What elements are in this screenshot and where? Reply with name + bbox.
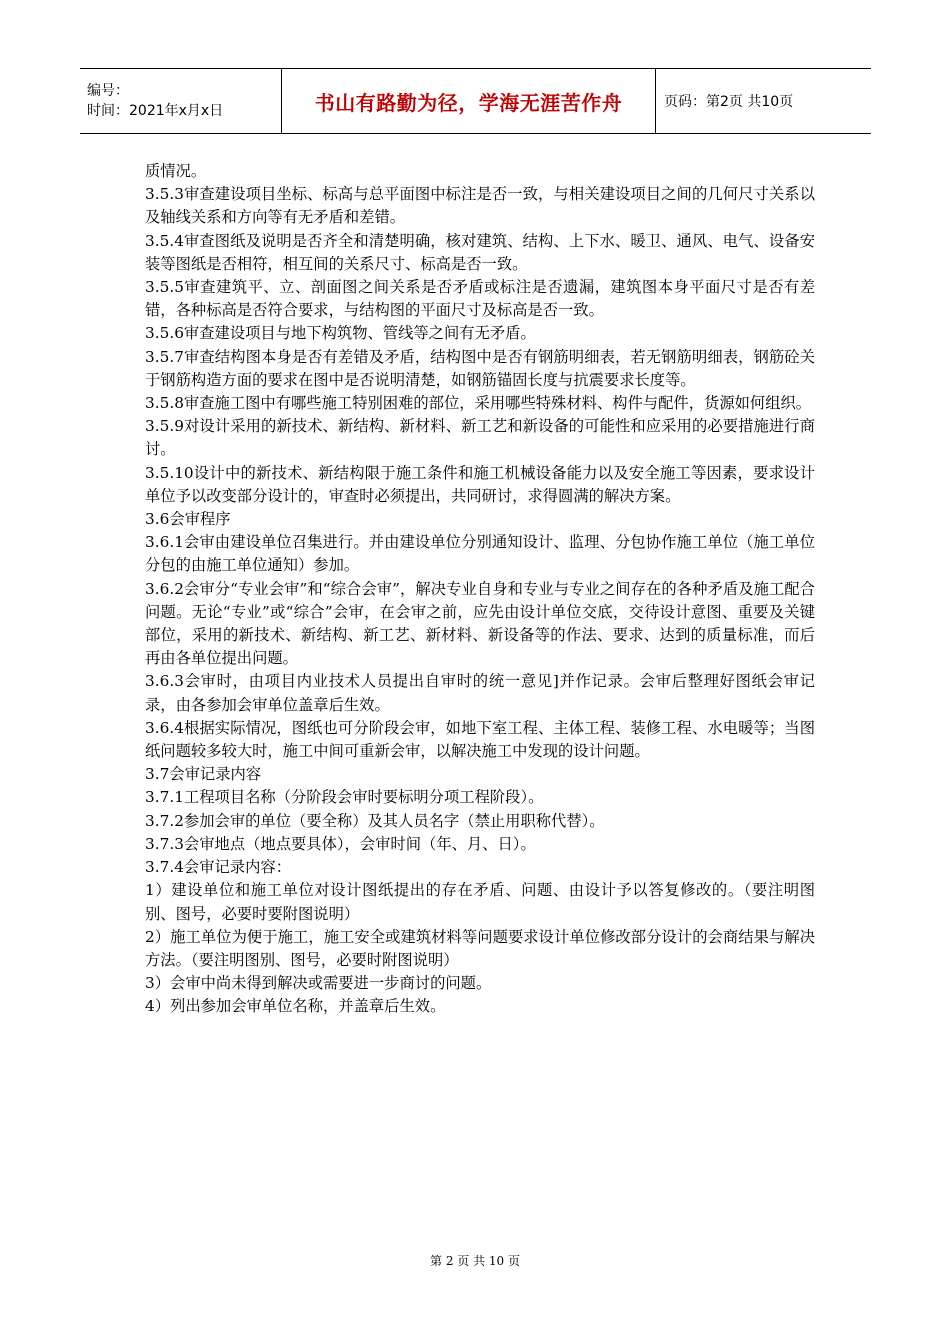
body-paragraph: 3.6.4根据实际情况，图纸也可分阶段会审，如地下室工程、主体工程、装修工程、水电暖等；当图纸问题较多较大时，施工中间可重新会审，以解决施工中发现的设计问题。 xyxy=(145,718,815,761)
header-page-cell xyxy=(656,69,872,134)
body-paragraph: 3.7.1工程项目名称（分阶段会审时要标明分项工程阶段）。 xyxy=(145,788,544,807)
page-header xyxy=(80,68,871,134)
list-item: 4）列出参加会审单位名称，并盖章后生效。 xyxy=(145,997,446,1016)
body-paragraph: 3.5.3审查建设项目坐标、标高与总平面图中标注是否一致，与相关建设项目之间的几何尺寸关系以及轴线关系和方向等有无矛盾和差错。 xyxy=(145,185,815,227)
body-paragraph: 质情况。 xyxy=(145,162,207,180)
list-item: 1）建设单位和施工单位对设计图纸提出的存在矛盾、问题、由设计予以答复修改的。（要注明图别、图号，必要时要附图说明） xyxy=(145,881,815,923)
document-body xyxy=(145,160,815,1019)
section-heading: 3.7会审记录内容 xyxy=(145,765,262,784)
body-paragraph: 3.5.4审查图纸及说明是否齐全和清楚明确，核对建筑、结构、上下水、暖卫、通风、电气、设备安装等图纸是否相符，相互间的关系尺寸、标高是否一致。 xyxy=(145,231,815,273)
body-paragraph: 3.5.8审查施工图中有哪些施工特别困难的部位，采用哪些特殊材料、构件与配件，货源如何组织。 xyxy=(145,394,812,413)
body-paragraph: 3.7.3会审地点（地点要具体），会审时间（年、月、日）。 xyxy=(145,834,536,853)
body-paragraph: 3.5.5审查建筑平、立、剖面图之间关系是否矛盾或标注是否遗漏，建筑图本身平面尺寸是否有差错，各种标高是否符合要求，与结构图的平面尺寸及标高是否一致。 xyxy=(145,278,815,320)
body-paragraph: 3.5.6审查建设项目与地下构筑物、管线等之间有无矛盾。 xyxy=(145,324,536,343)
header-info-cell xyxy=(80,69,282,134)
body-paragraph: 3.5.7审查结构图本身是否有差错及矛盾，结构图中是否有钢筋明细表，若无钢筋明细表，钢筋砼关于钢筋构造方面的要求在图中是否说明清楚，如钢筋锚固长度与抗震要求长度等。 xyxy=(145,347,815,389)
body-paragraph: 3.6.1会审由建设单位召集进行。并由建设单位分别通知设计、监理、分包协作施工单位（施工单位分包的由施工单位通知）参加。 xyxy=(145,533,815,575)
document-time-label: 时间：2021年x月x日 xyxy=(87,103,224,119)
list-item: 3）会审中尚未得到解决或需要进一步商讨的问题。 xyxy=(145,974,492,993)
page-footer: 第 2 页 共 10 页 xyxy=(430,1254,520,1268)
body-paragraph: 3.5.9对设计采用的新技术、新结构、新材料、新工艺和新设备的可能性和应采用的必要措施进行商讨。 xyxy=(145,417,815,459)
header-motto-cell xyxy=(282,69,656,134)
body-paragraph: 3.7.2参加会审的单位（要全称）及其人员名字（禁止用职称代替）。 xyxy=(145,811,605,830)
header-motto: 书山有路勤为径，学海无涯苦作舟 xyxy=(314,90,623,115)
body-paragraph: 3.6.3会审时，由项目内业技术人员提出自审时的统一意见]并作记录。会审后整理好图纸会审记录，由各参加会审单位盖章后生效。 xyxy=(145,672,815,714)
section-heading: 3.6会审程序 xyxy=(145,510,231,529)
header-page-code: 页码：第2页 共10页 xyxy=(664,94,794,110)
list-item: 2）施工单位为便于施工，施工安全或建筑材料等问题要求设计单位修改部分设计的会商结果与解决方法。（要注明图别、图号，必要时附图说明） xyxy=(145,927,815,969)
body-paragraph: 3.7.4会审记录内容： xyxy=(145,858,292,877)
body-paragraph: 3.6.2会审分“专业会审”和“综合会审”，解决专业自身和专业与专业之间存在的各种矛盾及施工配合问题。无论“专业”或“综合”会审，在会审之前，应先由设计单位交底，交待设计意图、重要及关键部位，采用的新技术、新结构、新工艺、新材料、新设备等的作法、要求、达到的质量标准，而后再由各单位提出问题。 xyxy=(145,579,815,668)
body-paragraph: 3.5.10设计中的新技术、新结构限于施工条件和施工机械设备能力以及安全施工等因素，要求设计单位予以改变部分设计的，审查时必须提出，共同研讨，求得圆满的解决方案。 xyxy=(145,463,815,505)
document-number-label: 编号： xyxy=(87,83,129,99)
